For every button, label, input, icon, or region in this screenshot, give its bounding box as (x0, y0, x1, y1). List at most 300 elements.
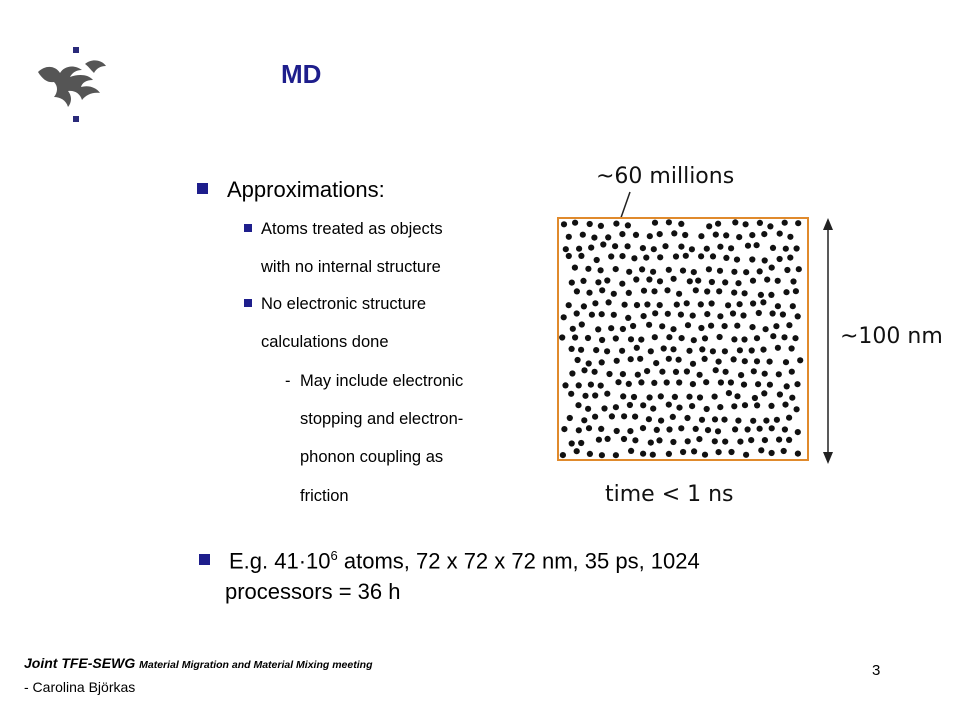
atom-dot (647, 394, 653, 400)
atom-dot (560, 452, 566, 458)
atom-dot (638, 379, 644, 385)
atom-dot (631, 394, 637, 400)
atom-dot (598, 267, 604, 273)
atom-dot (644, 368, 650, 374)
atom-dot (723, 369, 729, 375)
atom-dot (592, 369, 598, 375)
atom-dot (685, 438, 691, 444)
atom-dot (758, 292, 764, 298)
atom-dot (595, 326, 601, 332)
atom-dot (784, 383, 790, 389)
atom-dot (588, 245, 594, 251)
atom-dot (659, 369, 665, 375)
atom-dot (676, 291, 682, 297)
atom-dot (722, 323, 728, 329)
atom-dot (777, 231, 783, 237)
atom-dot (599, 359, 605, 365)
atom-dot (614, 428, 620, 434)
atom-dot (578, 440, 584, 446)
atom-dot (750, 278, 756, 284)
atom-dot (626, 269, 632, 275)
atom-dot (745, 243, 751, 249)
atom-dot (619, 231, 625, 237)
atom-dot (586, 425, 592, 431)
atom-dot (789, 369, 795, 375)
atom-dot (781, 334, 787, 340)
atom-dot (651, 288, 657, 294)
example-suffix: atoms, 72 x 72 x 72 nm, 35 ps, 1024 (337, 548, 700, 574)
atom-dot (634, 345, 640, 351)
atom-dot (613, 266, 619, 272)
atom-dot (608, 253, 614, 259)
atom-dot (730, 310, 736, 316)
sub-sub-bullet-cont-2: phonon coupling as (300, 448, 444, 466)
atom-dot (626, 381, 632, 387)
square-bullet-icon (199, 554, 210, 565)
atom-dot (770, 310, 776, 316)
atom-dot (599, 452, 605, 458)
atom-dot (712, 438, 718, 444)
atom-dot (762, 257, 768, 263)
atom-dot (716, 449, 722, 455)
atom-dot (646, 322, 652, 328)
atom-dot (638, 337, 644, 343)
atom-dot (621, 436, 627, 442)
atom-dot (625, 315, 631, 321)
atom-dot (632, 437, 638, 443)
atom-dot (725, 302, 731, 308)
atom-dot (599, 311, 605, 317)
atom-dot (762, 371, 768, 377)
atom-dot (599, 337, 605, 343)
sub-bullet-electronic (244, 285, 426, 323)
atom-dot (689, 403, 695, 409)
atom-dot (604, 391, 610, 397)
atom-dot (710, 348, 716, 354)
atom-dot (604, 348, 610, 354)
atom-dot (698, 253, 704, 259)
atom-dot (690, 381, 696, 387)
atom-dot (790, 303, 796, 309)
atom-dot (666, 402, 672, 408)
atom-dot (734, 257, 740, 263)
footer-event (24, 652, 372, 676)
atom-dot (559, 334, 565, 340)
atom-dot (754, 402, 760, 408)
atom-dot (732, 219, 738, 225)
atom-dot (760, 299, 766, 305)
atom-dot (761, 231, 767, 237)
atom-dot (587, 451, 593, 457)
sub-sub-bullet-text: May include electronic (300, 372, 464, 390)
atom-dot (751, 368, 757, 374)
square-bullet-icon (244, 299, 252, 307)
atom-dot (769, 425, 775, 431)
atom-dot (666, 334, 672, 340)
atom-dot (684, 300, 690, 306)
atom-dot (562, 382, 568, 388)
atom-dot (666, 356, 672, 362)
atom-dot (670, 346, 676, 352)
sub-bullet-atoms-cont: with no internal structure (261, 258, 441, 276)
atom-dot (712, 394, 718, 400)
size-arrow-bottom-head (823, 452, 833, 464)
atom-dot (690, 361, 696, 367)
atom-dot (735, 280, 741, 286)
atom-dot (628, 448, 634, 454)
atom-dot (634, 302, 640, 308)
atom-dot (640, 402, 646, 408)
atom-dot (749, 347, 755, 353)
atom-dot (641, 288, 647, 294)
atom-dot (702, 452, 708, 458)
atom-dot (620, 371, 626, 377)
atom-dot (695, 278, 701, 284)
atom-dot (579, 321, 585, 327)
atom-dot (665, 311, 671, 317)
page-number: 3 (872, 662, 881, 679)
atom-dot (693, 426, 699, 432)
atom-dot (705, 427, 711, 433)
atom-dot (769, 265, 775, 271)
atom-dot (604, 277, 610, 283)
atom-dot (750, 300, 756, 306)
footer-author: - Carolina Björkas (24, 679, 136, 695)
atom-dot (742, 402, 748, 408)
atom-dot (605, 234, 611, 240)
md-simulation-figure (550, 150, 960, 520)
atom-dot (561, 221, 567, 227)
atom-dot (686, 394, 692, 400)
atom-dot (702, 356, 708, 362)
atom-dot (722, 279, 728, 285)
atom-dot (793, 288, 799, 294)
atom-dot (757, 268, 763, 274)
atom-dot (566, 302, 572, 308)
atom-dot (621, 413, 627, 419)
atom-dot (708, 323, 714, 329)
atom-dot (671, 276, 677, 282)
atom-dot (566, 234, 572, 240)
atom-dot (704, 288, 710, 294)
atom-dot (754, 242, 760, 248)
atom-dot (715, 221, 721, 227)
atom-dot (763, 418, 769, 424)
atom-dot (576, 382, 582, 388)
atom-dot (717, 404, 723, 410)
atom-dot (575, 402, 581, 408)
atom-dot (693, 287, 699, 293)
atom-dot (762, 437, 768, 443)
atom-dot (635, 372, 641, 378)
atom-dot (734, 323, 740, 329)
atom-dot (789, 395, 795, 401)
atom-dot (619, 281, 625, 287)
atom-dot (716, 288, 722, 294)
atom-dot (678, 312, 684, 318)
atom-dot (575, 357, 581, 363)
atom-dot (743, 221, 749, 227)
atom-dot (704, 311, 710, 317)
atom-dot (697, 394, 703, 400)
atom-dot (670, 414, 676, 420)
atom-dot (709, 300, 715, 306)
atom-dot (741, 336, 747, 342)
atom-dot (767, 223, 773, 229)
atom-dot (581, 417, 587, 423)
atom-dot (673, 253, 679, 259)
atom-dot (678, 425, 684, 431)
sub-bullet-electronic-cont: calculations done (261, 333, 389, 351)
atom-dot (640, 245, 646, 251)
atom-dot (691, 337, 697, 343)
atom-dot (718, 379, 724, 385)
atom-dot (580, 278, 586, 284)
atom-dot (716, 359, 722, 365)
atom-dot (652, 310, 658, 316)
atom-dot (787, 255, 793, 261)
atom-dot (741, 382, 747, 388)
atom-dot (773, 323, 779, 329)
atom-dot (786, 322, 792, 328)
atom-dot (680, 449, 686, 455)
atom-dot (783, 289, 789, 295)
atom-dot (776, 371, 782, 377)
atom-dot (652, 220, 658, 226)
atom-dot (723, 255, 729, 261)
atom-dot (598, 426, 604, 432)
atom-dot (699, 346, 705, 352)
logo-dot-3 (73, 116, 79, 122)
atom-dot (691, 448, 697, 454)
atom-dot (569, 370, 575, 376)
footer (24, 652, 372, 698)
atom-dot (646, 276, 652, 282)
atom-dot (586, 290, 592, 296)
atom-dot (783, 246, 789, 252)
atom-dot (601, 405, 607, 411)
sub-sub-bullet-cont-1: stopping and electron- (300, 410, 464, 428)
atom-dot (619, 253, 625, 259)
atom-dot (641, 313, 647, 319)
atom-dot (679, 335, 685, 341)
atom-dot (755, 381, 761, 387)
atom-dot (712, 416, 718, 422)
atom-dot (625, 222, 631, 228)
atom-dot (691, 269, 697, 275)
atom-dot (593, 347, 599, 353)
atom-dot (570, 326, 576, 332)
bullet-example-cont: processors = 36 h (225, 579, 401, 604)
atom-dot (581, 367, 587, 373)
atom-dot (717, 244, 723, 250)
atom-dot (652, 334, 658, 340)
atom-dot (776, 437, 782, 443)
atom-dot (713, 367, 719, 373)
atom-dot (561, 426, 567, 432)
atom-dot (786, 437, 792, 443)
slide-title: MD (281, 59, 322, 89)
atom-dot (662, 243, 668, 249)
square-bullet-icon (244, 224, 252, 232)
atom-dot (706, 266, 712, 272)
university-logo (30, 40, 130, 130)
atom-dot (794, 406, 800, 412)
atom-dot (780, 311, 786, 317)
atom-dot (749, 324, 755, 330)
atom-dot (587, 221, 593, 227)
atom-dot (795, 220, 801, 226)
atom-dot (647, 233, 653, 239)
atom-dot (767, 359, 773, 365)
atom-dot (580, 232, 586, 238)
atom-dot (680, 268, 686, 274)
atom-dot (697, 372, 703, 378)
atom-dot (609, 413, 615, 419)
atom-dot (613, 404, 619, 410)
atom-dot (613, 335, 619, 341)
bullet-text: Approximations: (227, 177, 385, 202)
atom-dot (606, 371, 612, 377)
atom-dot (674, 302, 680, 308)
time-label: time < 1 ns (605, 482, 734, 507)
atom-dot (781, 448, 787, 454)
atom-dot (696, 436, 702, 442)
atom-dot (633, 276, 639, 282)
atom-dot (756, 310, 762, 316)
atom-dot (585, 335, 591, 341)
atom-dot (782, 426, 788, 432)
atom-dot (775, 278, 781, 284)
atom-dot (731, 403, 737, 409)
atom-dot (620, 326, 626, 332)
atom-dot (698, 325, 704, 331)
atom-dot (576, 246, 582, 252)
atom-dot (768, 292, 774, 298)
atom-dot (598, 383, 604, 389)
atom-dot (717, 334, 723, 340)
atom-dot (643, 255, 649, 261)
atom-dot (768, 403, 774, 409)
atom-dot (789, 345, 795, 351)
atom-dot (787, 234, 793, 240)
atom-dot (612, 243, 618, 249)
atom-dot (684, 368, 690, 374)
atom-dot (794, 381, 800, 387)
atom-dot (726, 390, 732, 396)
atom-dot (767, 382, 773, 388)
atom-dot (783, 359, 789, 365)
atom-dot (599, 287, 605, 293)
atom-dot (735, 418, 741, 424)
atom-dot (728, 245, 734, 251)
atom-dot (722, 439, 728, 445)
atom-dot (656, 437, 662, 443)
atom-dot (745, 426, 751, 432)
atom-dot (622, 302, 628, 308)
atom-dot (738, 372, 744, 378)
atom-dot (594, 257, 600, 263)
atom-dot (637, 356, 643, 362)
atom-dot (569, 280, 575, 286)
atom-dot (646, 416, 652, 422)
atoms-count-label: ~60 millions (596, 164, 735, 189)
atom-dot (740, 312, 746, 318)
atom-dot (581, 303, 587, 309)
atom-dot (561, 314, 567, 320)
atom-dot (795, 313, 801, 319)
atom-dot (782, 220, 788, 226)
atom-dot (743, 452, 749, 458)
atom-dot (658, 393, 664, 399)
atom-dot (757, 220, 763, 226)
atom-dot (757, 426, 763, 432)
atom-dot (650, 269, 656, 275)
atom-dot (728, 449, 734, 455)
atom-dot (657, 231, 663, 237)
size-arrow-top-head (823, 218, 833, 230)
atom-dot (682, 232, 688, 238)
atom-dot (640, 451, 646, 457)
atom-dot (585, 266, 591, 272)
atom-dot (717, 313, 723, 319)
atom-dot (578, 347, 584, 353)
atom-dot (790, 278, 796, 284)
atom-dot (627, 402, 633, 408)
atom-dot (563, 246, 569, 252)
atom-dot (592, 392, 598, 398)
atom-dot (586, 360, 592, 366)
atom-dot (752, 395, 758, 401)
atom-dot (650, 452, 656, 458)
atom-dot (606, 299, 612, 305)
dash-bullet: - (285, 372, 291, 390)
atom-dot (704, 406, 710, 412)
atom-dot (596, 437, 602, 443)
atom-dot (737, 347, 743, 353)
atom-dot (661, 345, 667, 351)
atom-dot (737, 301, 743, 307)
atom-dot (608, 325, 614, 331)
atom-dot (572, 220, 578, 226)
sub-bullet-text: No electronic structure (261, 295, 427, 313)
atom-dot (576, 427, 582, 433)
atom-dot (794, 245, 800, 251)
atom-dot (699, 417, 705, 423)
atom-dot (774, 417, 780, 423)
atom-dot (664, 379, 670, 385)
atom-dot (770, 245, 776, 251)
atom-dot (657, 302, 663, 308)
atom-dot (737, 439, 743, 445)
atom-dot (670, 326, 676, 332)
atom-dot (754, 358, 760, 364)
atom-dot (761, 390, 767, 396)
atom-dot (750, 418, 756, 424)
atom-dot (574, 310, 580, 316)
atom-dot (732, 426, 738, 432)
atom-dot (777, 391, 783, 397)
atom-dot (670, 439, 676, 445)
atom-dot (723, 232, 729, 238)
atom-dot (690, 313, 696, 319)
square-bullet-icon (197, 183, 208, 194)
atom-dot (672, 394, 678, 400)
atom-dot (650, 406, 656, 412)
atom-dot (782, 402, 788, 408)
atom-dot (566, 253, 572, 259)
atom-dot (698, 301, 704, 307)
